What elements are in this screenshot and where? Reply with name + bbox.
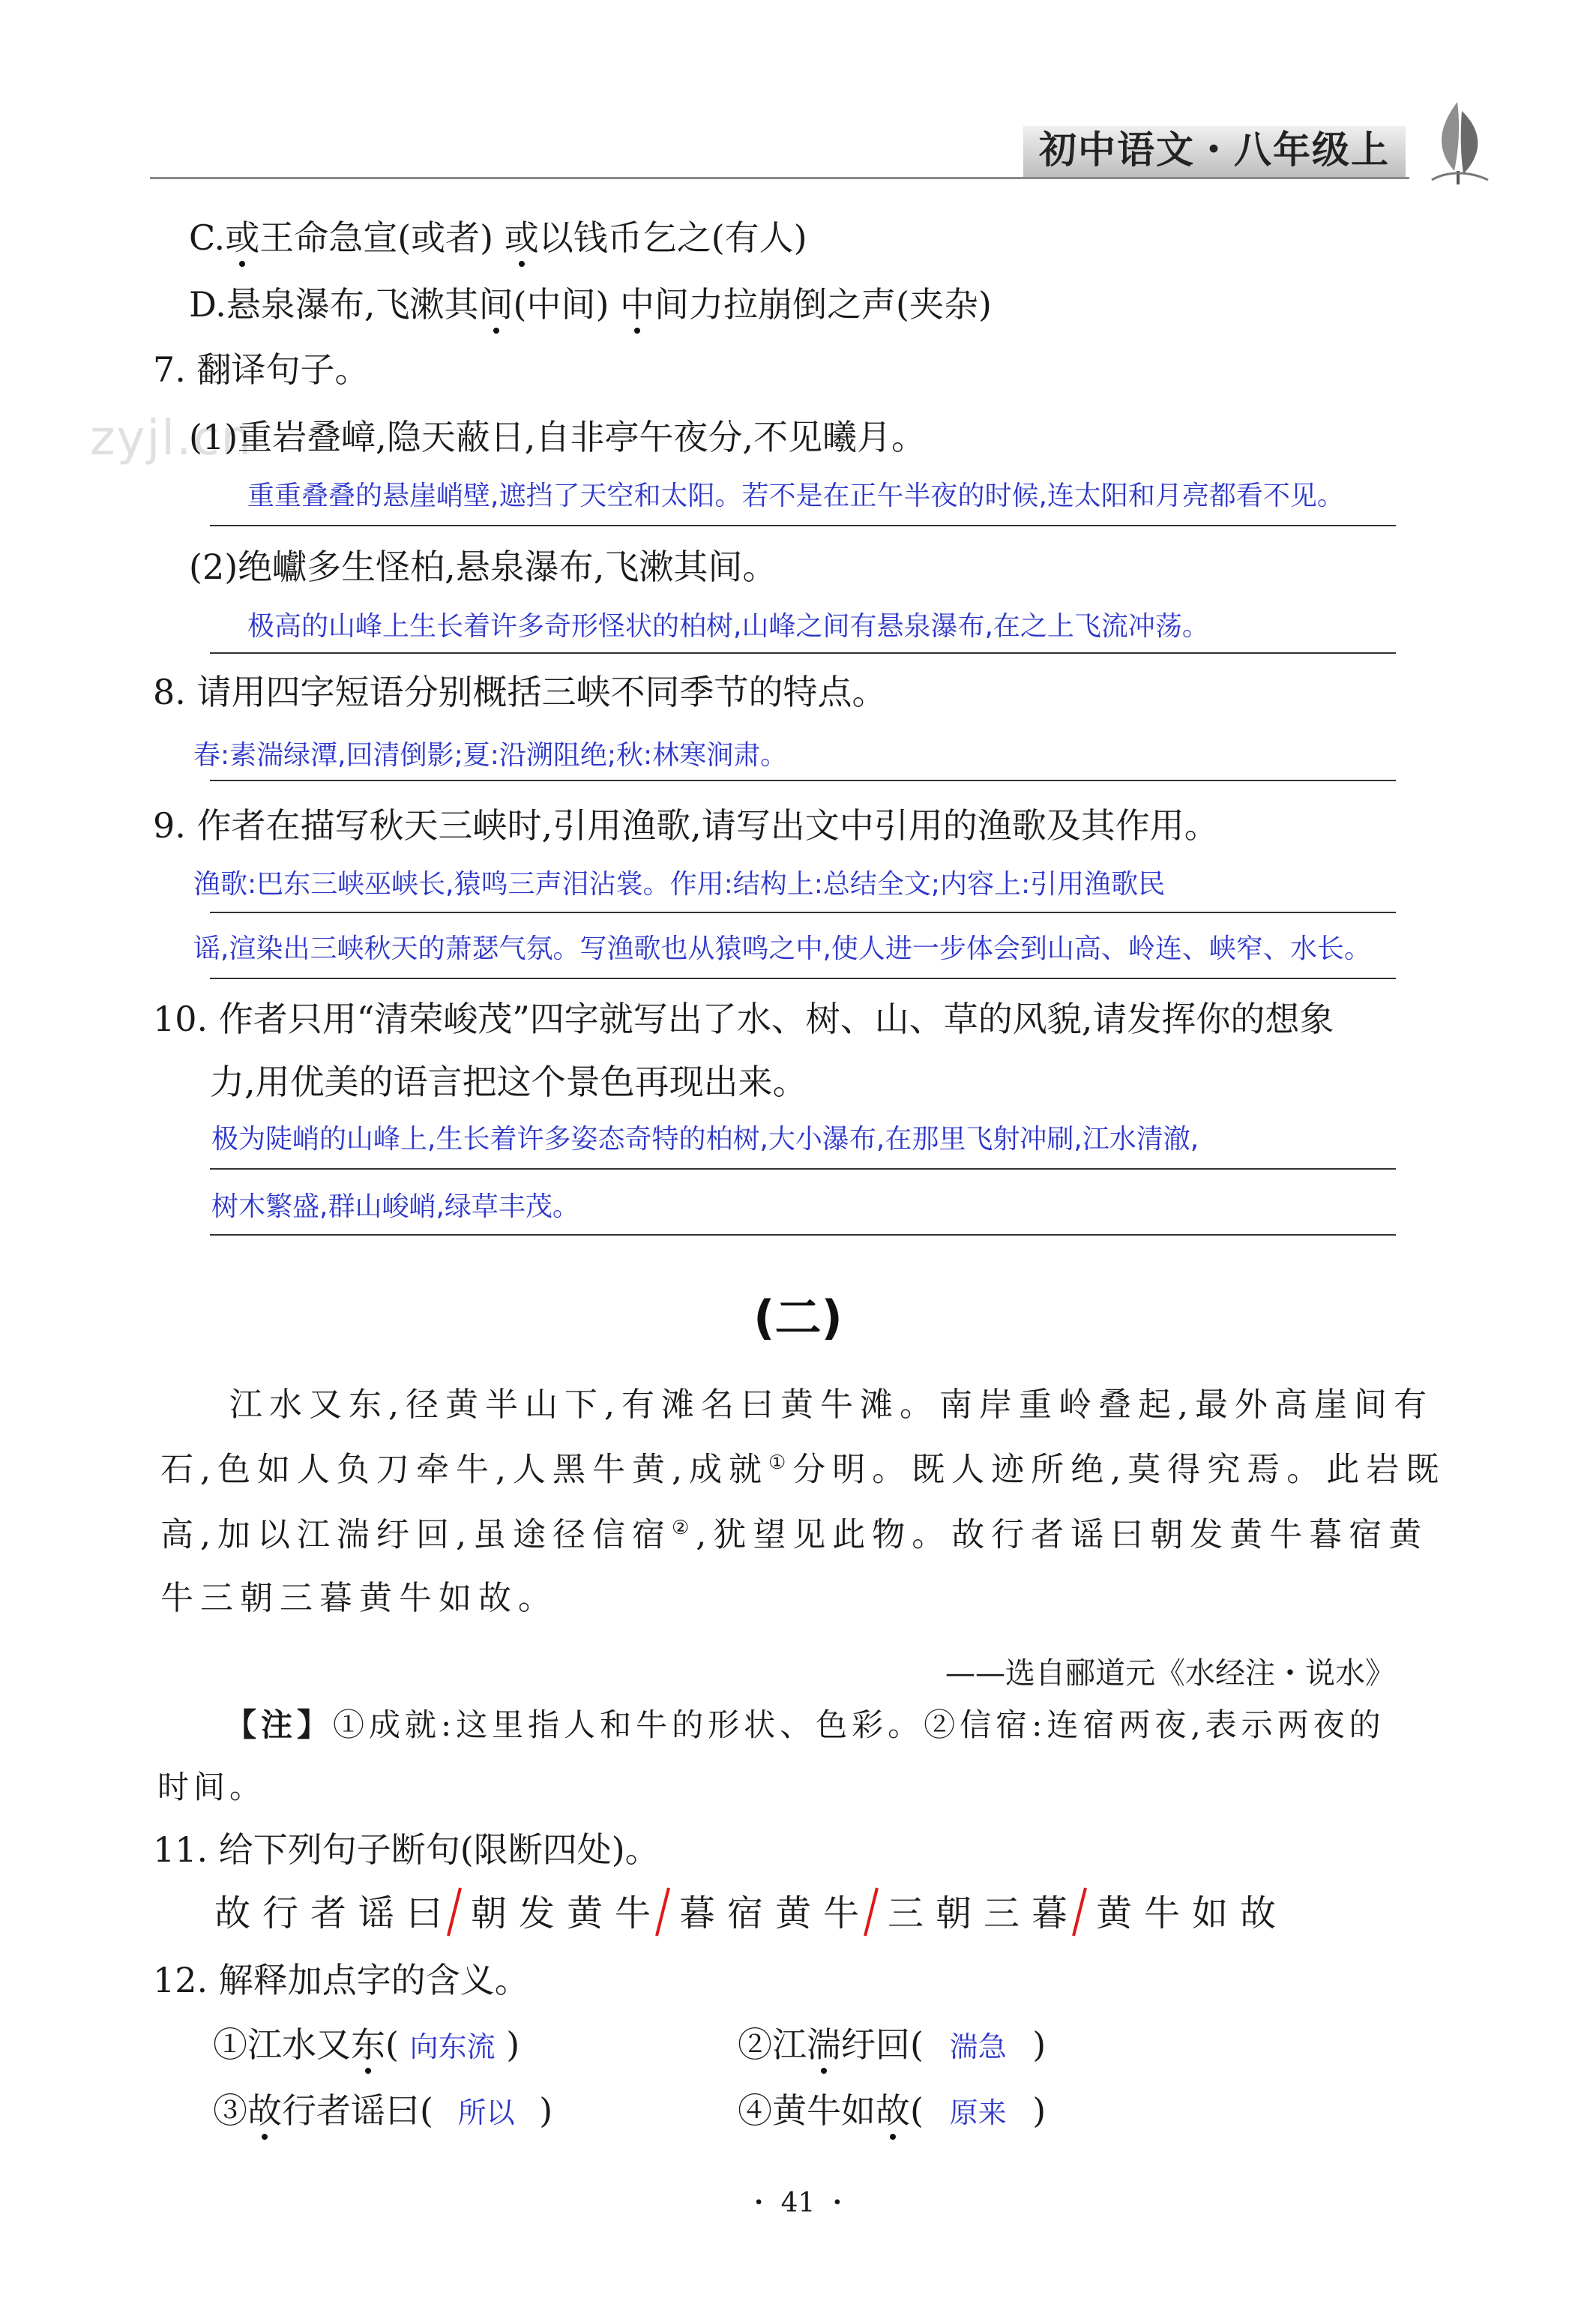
option-d-text-3: 间力拉崩倒之声(夹杂) <box>654 284 992 325</box>
option-d <box>189 284 992 325</box>
dotted-char: 故 <box>876 2090 910 2131</box>
q9-stem: 9. 作者在描写秋天三峡时,引用渔歌,请写出文中引用的渔歌及其作用。 <box>153 805 1219 846</box>
answer-line <box>210 1168 1396 1170</box>
answer-line <box>210 780 1396 781</box>
segment-char: 朝 <box>936 1892 972 1934</box>
answer-line <box>210 525 1396 526</box>
passage-line-1: 江水又东,径黄半山下,有滩名曰黄牛滩。南岸重岭叠起,最外高崖间有 <box>229 1386 1433 1424</box>
segment-char: 三 <box>888 1892 924 1934</box>
q9-answer-1: 渔歌:巴东三峡巫峡长,猿鸣三声泪沾裳。作用:结构上:总结全文;内容上:引用渔歌民 <box>193 869 1166 900</box>
item-number: ③ <box>213 2090 247 2131</box>
segment-char: 行 <box>262 1892 299 1934</box>
segment-char: 朝 <box>471 1892 508 1934</box>
q7-sentence-1: (1)重岩叠嶂,隐天蔽日,自非亭午夜分,不见曦月。 <box>189 417 927 457</box>
q11-sentence <box>214 1892 1277 1948</box>
notes-line-2: 时间。 <box>157 1769 266 1805</box>
answer-line <box>210 912 1396 913</box>
leaf-logo-icon <box>1424 96 1492 186</box>
option-d-text-2: (中间) <box>513 284 621 325</box>
open-paren: ( <box>385 2024 399 2065</box>
item-text: 纡回 <box>841 2024 910 2065</box>
q10-answer-1: 极为陡峭的山峰上,生长着许多姿态奇特的柏树,大小瀑布,在那里飞射冲刷,江水清澈, <box>211 1124 1199 1155</box>
item-number: ② <box>738 2024 772 2065</box>
segment-char: 牛 <box>823 1892 860 1934</box>
passage-line-4: 牛三朝三暮黄牛如故。 <box>160 1579 558 1617</box>
item-text: 江 <box>772 2024 807 2065</box>
segment-char: 发 <box>519 1892 555 1934</box>
q7-sentence-2: (2)绝巘多生怪柏,悬泉瀑布,飞漱其间。 <box>189 547 777 587</box>
footnote-marker: ① <box>768 1452 793 1474</box>
answer-line <box>210 978 1396 979</box>
q12-answer-1: 向东流 <box>409 2030 496 2063</box>
segment-char: 牛 <box>1144 1892 1181 1934</box>
q12-item-2 <box>738 2024 1047 2065</box>
q12-answer-3: 所以 <box>457 2096 515 2129</box>
open-paren: ( <box>910 2090 924 2131</box>
segment-char: 三 <box>984 1892 1020 1934</box>
item-text: 行者谣曰 <box>282 2090 420 2131</box>
break-mark <box>654 1886 672 1937</box>
segment-char: 暮 <box>1032 1892 1068 1934</box>
segment-char: 如 <box>1192 1892 1229 1934</box>
q8-stem: 8. 请用四字短语分别概括三峡不同季节的特点。 <box>153 672 887 712</box>
q12-item-4 <box>738 2090 1047 2131</box>
dotted-char: 湍 <box>807 2024 841 2065</box>
option-c-text-2: 以钱币乞之(有人) <box>538 217 807 258</box>
q11-stem: 11. 给下列句子断句(限断四处)。 <box>153 1829 660 1870</box>
option-c-dotted-2: 或 <box>504 217 539 258</box>
segment-char: 黄 <box>775 1892 812 1934</box>
watermark: zyjl.cn <box>90 411 253 466</box>
passage-text: 高,加以江湍纡回,虽途径信宿 <box>160 1515 672 1554</box>
q7-answer-2: 极高的山峰上生长着许多奇形怪状的柏树,山峰之间有悬泉瀑布,在之上飞流冲荡。 <box>247 611 1209 642</box>
option-d-label: D. <box>189 284 226 325</box>
open-paren: ( <box>910 2024 924 2065</box>
notes-tag: 【注】 <box>225 1706 334 1743</box>
segment-char: 暮 <box>679 1892 716 1934</box>
passage-text: 石,色如人负刀牵牛,人黑牛黄,成就 <box>160 1450 768 1489</box>
q12-stem: 12. 解释加点字的含义。 <box>153 1960 529 2000</box>
q10-stem-2: 力,用优美的语言把这个景色再现出来。 <box>210 1062 807 1102</box>
answer-line <box>210 1234 1396 1236</box>
dotted-char: 东 <box>351 2024 385 2065</box>
q8-answer: 春:素湍绿潭,回清倒影;夏:沿溯阻绝;秋:林寒涧肃。 <box>193 740 788 771</box>
option-c-label: C. <box>189 217 226 258</box>
dotted-char: 故 <box>247 2090 282 2131</box>
segment-char: 牛 <box>615 1892 651 1934</box>
segment-char: 故 <box>1240 1892 1277 1934</box>
answer-line <box>210 652 1396 654</box>
q12-item-3 <box>213 2090 553 2131</box>
segment-char: 谣 <box>358 1892 395 1934</box>
segment-char: 曰 <box>406 1892 443 1934</box>
break-mark <box>862 1886 880 1937</box>
q12-answer-4: 原来 <box>949 2096 1007 2129</box>
passage-text: ,犹望见此物。故行者谣曰朝发黄牛暮宿黄 <box>696 1515 1429 1554</box>
q10-answer-2: 树木繁盛,群山峻峭,绿草丰茂。 <box>211 1191 579 1222</box>
open-paren: ( <box>420 2090 433 2131</box>
footnote-marker: ② <box>671 1517 696 1539</box>
page-number: ・ 41 ・ <box>745 2188 851 2219</box>
segment-char: 黄 <box>1096 1892 1133 1934</box>
passage-source: ——选自郦道元《水经注・说水》 <box>945 1656 1395 1691</box>
passage-line-2 <box>160 1450 1446 1489</box>
break-mark <box>445 1886 463 1937</box>
header-rule <box>150 177 1409 179</box>
segment-char: 黄 <box>567 1892 603 1934</box>
item-number: ④ <box>738 2090 772 2131</box>
item-text: 江水又 <box>247 2024 351 2065</box>
q12-item-1 <box>213 2024 520 2065</box>
notes-line-1 <box>225 1706 1385 1743</box>
item-text: 黄牛如 <box>772 2090 876 2131</box>
segment-char: 故 <box>214 1892 251 1934</box>
passage-text: 分明。既人迹所绝,莫得究焉。此岩既 <box>792 1450 1446 1489</box>
segment-char: 者 <box>310 1892 347 1934</box>
option-d-dotted-1: 间 <box>478 284 514 325</box>
section-title: (二) <box>753 1290 843 1345</box>
q10-stem-1: 10. 作者只用“清荣峻茂”四字就写出了水、树、山、草的风貌,请发挥你的想象 <box>153 999 1334 1039</box>
q9-answer-2: 谣,渲染出三峡秋天的萧瑟气氛。写渔歌也从猿鸣之中,使人进一步体会到山高、岭连、峡窄、水长。 <box>193 933 1371 964</box>
segment-char: 宿 <box>727 1892 764 1934</box>
option-c-text-1: 王命急宣(或者) <box>259 217 505 258</box>
break-mark <box>1070 1886 1088 1937</box>
close-paren: ) <box>1032 2024 1047 2065</box>
close-paren: ) <box>539 2090 553 2131</box>
option-d-dotted-2: 中 <box>620 284 655 325</box>
item-number: ① <box>213 2024 247 2065</box>
option-c <box>189 217 807 258</box>
option-d-text-1: 悬泉瀑布,飞漱其 <box>226 284 479 325</box>
close-paren: ) <box>1032 2090 1047 2131</box>
notes-text: ①成就:这里指人和牛的形状、色彩。②信宿:连宿两夜,表示两夜的 <box>333 1706 1385 1743</box>
q7-stem: 7. 翻译句子。 <box>153 349 370 390</box>
option-c-dotted-1: 或 <box>225 217 260 258</box>
close-paren: ) <box>506 2024 520 2065</box>
q12-answer-2: 湍急 <box>949 2030 1007 2063</box>
header-title: 初中语文・八年级上 <box>1039 128 1390 172</box>
passage-line-3 <box>160 1515 1429 1554</box>
q7-answer-1: 重重叠叠的悬崖峭壁,遮挡了天空和太阳。若不是在正午半夜的时候,连太阳和月亮都看不见。 <box>247 481 1344 511</box>
